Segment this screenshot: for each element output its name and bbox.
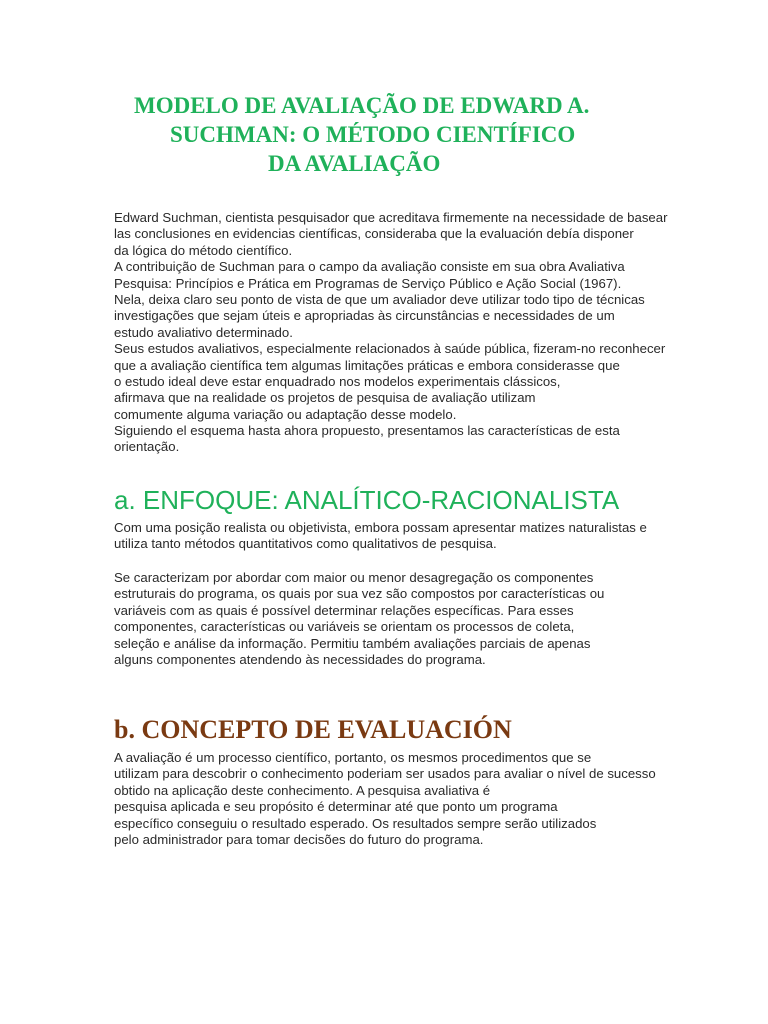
text-line: las conclusiones en evidencias científicas, consideraba que la evaluación debía disponer <box>114 226 634 242</box>
text-line: o estudo ideal deve estar enquadrado nos modelos experimentais clássicos, <box>114 373 561 389</box>
text-line: orientação. <box>114 439 180 455</box>
section-a-paragraph-1 <box>114 520 714 553</box>
text-line: afirmava que na realidade os projetos de pesquisa de avaliação utilizam <box>114 390 536 406</box>
text-line: estudo avaliativo determinado. <box>114 324 293 340</box>
text-line: estruturais do programa, os quais por sua vez são compostos por características ou <box>114 586 605 602</box>
title-line-2: SUCHMAN: O MÉTODO CIENTÍFICO <box>170 122 576 147</box>
text-line: Edward Suchman, cientista pesquisador que acreditava firmemente na necessidade de basear <box>114 210 668 225</box>
text-line: Nela, deixa claro seu ponto de vista de que um avaliador deve utilizar todo tipo de técnicas <box>114 291 645 307</box>
text-line: seleção e análise da informação. Permitiu também avaliações parciais de apenas <box>114 635 591 651</box>
section-a-heading: a. ENFOQUE: ANALÍTICO-RACIONALISTA <box>114 485 620 515</box>
text-line: obtido na aplicação deste conhecimento. A pesquisa avaliativa é <box>114 782 491 798</box>
section-b-paragraph-1 <box>114 750 714 848</box>
text-line: A avaliação é um processo científico, portanto, os mesmos procedimentos que se <box>114 750 592 765</box>
title-line-3: DA AVALIAÇÃO <box>268 151 441 176</box>
text-line: Se caracterizam por abordar com maior ou menor desagregação os componentes <box>114 570 594 585</box>
text-line: Pesquisa: Princípios e Prática em Programas de Serviço Público e Ação Social (1967). <box>114 275 622 291</box>
text-line: Seus estudos avaliativos, especialmente relacionados à saúde pública, fizeram-no reconhecer <box>114 341 666 357</box>
text-line: utiliza tanto métodos quantitativos como qualitativos de pesquisa. <box>114 536 497 552</box>
title-line-1: MODELO DE AVALIAÇÃO DE EDWARD A. <box>134 93 590 118</box>
section-b-heading: b. CONCEPTO DE EVALUACIÓN <box>114 715 512 744</box>
text-line: comumente alguma variação ou adaptação desse modelo. <box>114 406 457 422</box>
text-line: A contribuição de Suchman para o campo da avaliação consiste em sua obra Avaliativa <box>114 259 625 275</box>
text-line: alguns componentes atendendo às necessidades do programa. <box>114 651 486 667</box>
text-line: específico conseguiu o resultado esperado. Os resultados sempre serão utilizados <box>114 815 597 831</box>
text-line: componentes, características ou variáveis se orientam os processos de coleta, <box>114 619 575 635</box>
text-line: Com uma posição realista ou objetivista, embora possam apresentar matizes naturalistas e <box>114 520 647 535</box>
text-line: pelo administrador para tomar decisões do futuro do programa. <box>114 831 484 847</box>
text-line: Siguiendo el esquema hasta ahora propuesto, presentamos las características de esta <box>114 423 620 439</box>
text-line: variáveis com as quais é possível determinar relações específicas. Para esses <box>114 602 574 618</box>
text-line: investigações que sejam úteis e apropriadas às circunstâncias e necessidades de um <box>114 308 615 324</box>
section-a-paragraph-2 <box>114 570 714 668</box>
intro-paragraph <box>114 210 714 456</box>
text-line: que a avaliação científica tem algumas limitações práticas e embora considerasse que <box>114 357 620 373</box>
text-line: pesquisa aplicada e seu propósito é determinar até que ponto um programa <box>114 799 558 815</box>
text-line: da lógica do método científico. <box>114 242 293 258</box>
text-line: utilizam para descobrir o conhecimento poderiam ser usados para avaliar o nível de sucesso <box>114 766 656 782</box>
